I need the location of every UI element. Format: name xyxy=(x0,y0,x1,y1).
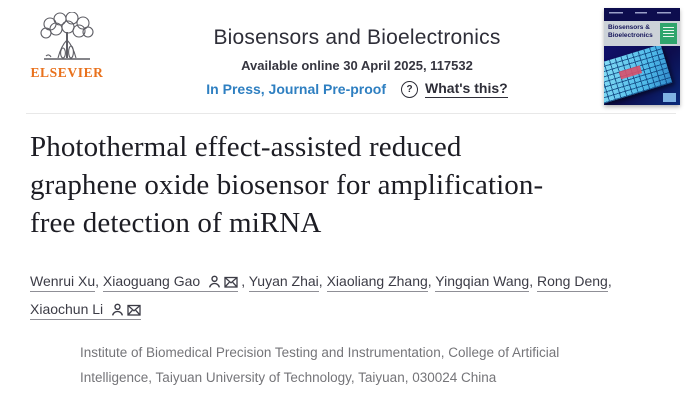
article-title-line-2: graphene oxide biosensor for amplification- xyxy=(30,169,544,201)
journal-header xyxy=(0,0,700,113)
author-list xyxy=(30,267,634,323)
author-separator: , xyxy=(529,273,534,289)
author-separator: , xyxy=(427,273,432,289)
article-title-line-1: Photothermal effect-assisted reduced xyxy=(30,131,462,163)
email-envelope-icon[interactable] xyxy=(127,304,141,316)
author-link-yingqian-wang[interactable]: Yingqian Wang xyxy=(435,273,529,292)
cover-journal-title: Biosensors & Bioelectronics xyxy=(608,24,653,39)
author-separator: , xyxy=(318,273,323,289)
author-link-yuyan-zhai[interactable]: Yuyan Zhai xyxy=(249,273,319,292)
whats-this-link[interactable]: What's this? xyxy=(425,80,508,96)
cover-top-band xyxy=(604,8,680,21)
question-circle-icon[interactable]: ? xyxy=(401,81,418,98)
author-separator: , xyxy=(607,273,612,289)
person-icon[interactable] xyxy=(208,275,221,288)
author-link-rong-deng[interactable]: Rong Deng xyxy=(537,273,608,292)
journal-cover-thumbnail[interactable] xyxy=(604,8,680,105)
journal-title-link[interactable]: Biosensors and Bioelectronics xyxy=(213,26,501,49)
cover-artwork xyxy=(604,46,680,105)
corresponding-author-icons xyxy=(108,301,141,317)
cover-green-box xyxy=(660,23,677,44)
email-envelope-icon[interactable] xyxy=(224,276,238,288)
author-separator: , xyxy=(241,273,246,289)
author-separator: , xyxy=(95,273,99,289)
in-press-row xyxy=(110,80,604,98)
author-link-xiaoguang-gao[interactable]: Xiaoguang Gao xyxy=(103,273,238,292)
author-link-xiaochun-li[interactable]: Xiaochun Li xyxy=(30,301,141,320)
affiliation-line-2: Intelligence, Taiyuan University of Technology, Taiyuan, 030024 China xyxy=(80,370,497,385)
available-online-text: Available online 30 April 2025, 117532 xyxy=(241,58,473,73)
elsevier-wordmark: ELSEVIER xyxy=(30,65,104,80)
article-title-line-3: free detection of miRNA xyxy=(30,207,322,239)
cover-elsevier-mark xyxy=(663,93,676,102)
elsevier-tree-icon xyxy=(36,12,98,64)
in-press-link[interactable]: In Press, Journal Pre-proof xyxy=(206,81,387,97)
affiliation xyxy=(30,340,670,390)
corresponding-author-icons xyxy=(205,273,238,289)
cover-title-band xyxy=(604,21,680,46)
elsevier-logo[interactable] xyxy=(24,8,110,81)
article-title xyxy=(30,128,670,242)
author-link-wenrui-xu[interactable]: Wenrui Xu xyxy=(30,273,95,292)
affiliation-line-1: Institute of Biomedical Precision Testing and Instrumentation, College of Artificial xyxy=(80,345,560,360)
person-icon[interactable] xyxy=(111,303,124,316)
header-center xyxy=(110,8,604,98)
article-body xyxy=(0,114,700,390)
author-link-xiaoliang-zhang[interactable]: Xiaoliang Zhang xyxy=(327,273,428,292)
cover-chip-highlight xyxy=(619,65,642,79)
